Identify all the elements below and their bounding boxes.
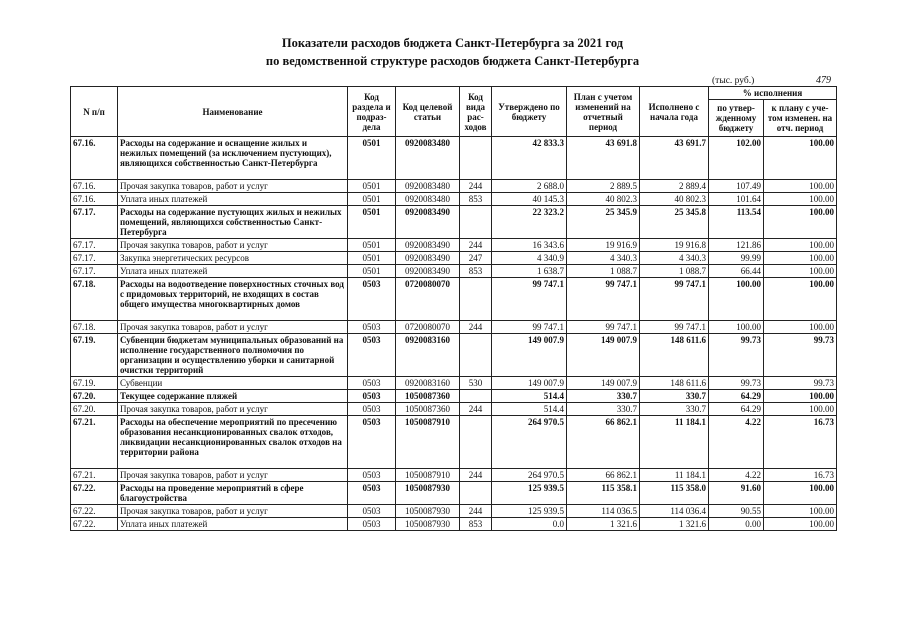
budget-table: [70, 86, 837, 531]
cell-target-code: 0920083490: [396, 206, 460, 239]
cell-name: Закупка энергетических ресурсов: [118, 252, 348, 265]
cell-pct-approved: 101.64: [709, 193, 764, 206]
cell-approved: 99 747.1: [492, 278, 567, 321]
cell-target-code: 0920083480: [396, 193, 460, 206]
cell-name: Расходы на содержание и оснащение жилых и нежилых помещений (за исключением пустующих), являющихся собственностью Санкт-Петербурга: [118, 137, 348, 180]
header-plan: План с учетом изменений на отчетный период: [567, 87, 640, 137]
cell-pct-approved: 0.00: [709, 518, 764, 531]
cell-type-code: [460, 278, 492, 321]
cell-pct-approved: 107.49: [709, 180, 764, 193]
cell-target-code: 0920083480: [396, 137, 460, 180]
cell-type-code: 247: [460, 252, 492, 265]
cell-type-code: [460, 206, 492, 239]
cell-type-code: 244: [460, 403, 492, 416]
cell-approved: 42 833.3: [492, 137, 567, 180]
cell-pct-approved: 99.99: [709, 252, 764, 265]
cell-executed: 99 747.1: [640, 278, 709, 321]
cell-target-code: 1050087360: [396, 403, 460, 416]
cell-type-code: 244: [460, 469, 492, 482]
cell-pct-plan: 100.00: [764, 265, 837, 278]
header-type-code: Код вида рас-ходов: [460, 87, 492, 137]
cell-pct-plan: 100.00: [764, 403, 837, 416]
cell-plan: 2 889.5: [567, 180, 640, 193]
table-row: [71, 137, 837, 180]
cell-section-code: 0501: [348, 180, 396, 193]
cell-type-code: 244: [460, 321, 492, 334]
cell-approved: 99 747.1: [492, 321, 567, 334]
header-pct-approved: по утвер-жденному бюджету: [709, 100, 764, 137]
cell-section-code: 0503: [348, 278, 396, 321]
cell-target-code: 1050087930: [396, 518, 460, 531]
cell-plan: 149 007.9: [567, 334, 640, 377]
cell-section-code: 0501: [348, 137, 396, 180]
cell-pct-plan: 100.00: [764, 518, 837, 531]
cell-approved: 264 970.5: [492, 416, 567, 469]
table-row: [71, 252, 837, 265]
table-row: [71, 403, 837, 416]
header-executed: Исполнено с начала года: [640, 87, 709, 137]
cell-section-code: 0501: [348, 206, 396, 239]
cell-type-code: 530: [460, 377, 492, 390]
table-row: [71, 416, 837, 469]
cell-executed: 4 340.3: [640, 252, 709, 265]
cell-target-code: 1050087930: [396, 482, 460, 505]
cell-pct-approved: 4.22: [709, 416, 764, 469]
cell-section-code: 0503: [348, 334, 396, 377]
cell-name: Расходы на водоотведение поверхностных сточных вод с придомовых территорий, не входящих в состав общего имущества многоквартирных домов: [118, 278, 348, 321]
cell-section-code: 0503: [348, 321, 396, 334]
cell-plan: 66 862.1: [567, 416, 640, 469]
cell-pct-approved: 91.60: [709, 482, 764, 505]
cell-pct-approved: 102.00: [709, 137, 764, 180]
cell-approved: 264 970.5: [492, 469, 567, 482]
units-label: (тыс. руб.): [712, 76, 755, 86]
cell-target-code: 0920083160: [396, 377, 460, 390]
cell-name: Расходы на обеспечение мероприятий по пресечению образования несанкционированных свалок отходов, ликвидации несанкционированных свалок отходов на территории района: [118, 416, 348, 469]
cell-num: 67.20.: [71, 390, 118, 403]
table-row: [71, 469, 837, 482]
cell-name: Текущее содержание пляжей: [118, 390, 348, 403]
cell-plan: 330.7: [567, 390, 640, 403]
cell-name: Уплата иных платежей: [118, 265, 348, 278]
cell-section-code: 0503: [348, 505, 396, 518]
cell-name: Уплата иных платежей: [118, 518, 348, 531]
header-name: Наименование: [118, 87, 348, 137]
cell-executed: 330.7: [640, 403, 709, 416]
cell-approved: 2 688.0: [492, 180, 567, 193]
cell-type-code: [460, 137, 492, 180]
cell-name: Прочая закупка товаров, работ и услуг: [118, 505, 348, 518]
cell-target-code: 1050087360: [396, 390, 460, 403]
cell-pct-plan: 100.00: [764, 505, 837, 518]
cell-approved: 125 939.5: [492, 505, 567, 518]
cell-name: Прочая закупка товаров, работ и услуг: [118, 469, 348, 482]
cell-approved: 149 007.9: [492, 334, 567, 377]
cell-num: 67.16.: [71, 180, 118, 193]
cell-executed: 1 321.6: [640, 518, 709, 531]
cell-plan: 99 747.1: [567, 321, 640, 334]
cell-num: 67.18.: [71, 278, 118, 321]
cell-target-code: 0920083490: [396, 239, 460, 252]
table-row: [71, 180, 837, 193]
cell-plan: 4 340.3: [567, 252, 640, 265]
cell-pct-plan: 100.00: [764, 390, 837, 403]
cell-type-code: [460, 416, 492, 469]
cell-pct-approved: 90.55: [709, 505, 764, 518]
cell-type-code: [460, 482, 492, 505]
table-row: [71, 193, 837, 206]
cell-pct-approved: 64.29: [709, 390, 764, 403]
cell-num: 67.22.: [71, 482, 118, 505]
cell-approved: 16 343.6: [492, 239, 567, 252]
cell-pct-plan: 100.00: [764, 278, 837, 321]
cell-approved: 1 638.7: [492, 265, 567, 278]
cell-type-code: 853: [460, 518, 492, 531]
cell-executed: 11 184.1: [640, 469, 709, 482]
header-pct-plan: к плану с уче-том изменен. на отч. период: [764, 100, 837, 137]
header-percent-group: % исполнения: [709, 87, 837, 100]
cell-approved: 0.0: [492, 518, 567, 531]
cell-section-code: 0503: [348, 518, 396, 531]
cell-approved: 514.4: [492, 403, 567, 416]
cell-plan: 149 007.9: [567, 377, 640, 390]
cell-pct-plan: 16.73: [764, 469, 837, 482]
cell-executed: 25 345.8: [640, 206, 709, 239]
cell-pct-plan: 100.00: [764, 180, 837, 193]
cell-target-code: 1050087910: [396, 416, 460, 469]
cell-executed: 99 747.1: [640, 321, 709, 334]
cell-pct-plan: 99.73: [764, 377, 837, 390]
cell-executed: 115 358.0: [640, 482, 709, 505]
cell-pct-plan: 100.00: [764, 193, 837, 206]
cell-name: Расходы на проведение мероприятий в сфере благоустройства: [118, 482, 348, 505]
cell-plan: 19 916.9: [567, 239, 640, 252]
cell-pct-approved: 113.54: [709, 206, 764, 239]
cell-name: Прочая закупка товаров, работ и услуг: [118, 239, 348, 252]
table-row: [71, 321, 837, 334]
cell-pct-approved: 99.73: [709, 377, 764, 390]
cell-target-code: 1050087910: [396, 469, 460, 482]
header-approved: Утверждено по бюджету: [492, 87, 567, 137]
cell-section-code: 0501: [348, 252, 396, 265]
cell-pct-approved: 100.00: [709, 321, 764, 334]
cell-type-code: 244: [460, 180, 492, 193]
cell-num: 67.22.: [71, 505, 118, 518]
cell-pct-plan: 100.00: [764, 252, 837, 265]
header-num: N п/п: [71, 87, 118, 137]
header-target-code: Код целевой статьи: [396, 87, 460, 137]
table-row: [71, 482, 837, 505]
cell-target-code: 0720080070: [396, 278, 460, 321]
cell-pct-plan: 100.00: [764, 482, 837, 505]
cell-pct-approved: 100.00: [709, 278, 764, 321]
table-row: [71, 505, 837, 518]
table-row: [71, 239, 837, 252]
cell-pct-approved: 4.22: [709, 469, 764, 482]
cell-num: 67.17.: [71, 239, 118, 252]
cell-approved: 40 145.3: [492, 193, 567, 206]
header-section-code: Код раздела и подраз-дела: [348, 87, 396, 137]
cell-section-code: 0503: [348, 416, 396, 469]
cell-target-code: 1050087930: [396, 505, 460, 518]
cell-name: Субвенции бюджетам муниципальных образований на исполнение государственного полномочия по организации и осуществлению уборки и санитарной очистки территорий: [118, 334, 348, 377]
cell-approved: 149 007.9: [492, 377, 567, 390]
cell-executed: 148 611.6: [640, 334, 709, 377]
cell-name: Прочая закупка товаров, работ и услуг: [118, 403, 348, 416]
cell-pct-plan: 100.00: [764, 239, 837, 252]
cell-pct-approved: 99.73: [709, 334, 764, 377]
cell-num: 67.17.: [71, 252, 118, 265]
cell-executed: 2 889.4: [640, 180, 709, 193]
cell-target-code: 0920083160: [396, 334, 460, 377]
cell-num: 67.19.: [71, 334, 118, 377]
cell-type-code: [460, 390, 492, 403]
cell-executed: 19 916.8: [640, 239, 709, 252]
cell-name: Прочая закупка товаров, работ и услуг: [118, 321, 348, 334]
cell-num: 67.16.: [71, 137, 118, 180]
cell-num: 67.19.: [71, 377, 118, 390]
cell-num: 67.17.: [71, 206, 118, 239]
cell-executed: 114 036.4: [640, 505, 709, 518]
cell-num: 67.21.: [71, 416, 118, 469]
cell-name: Расходы на содержание пустующих жилых и нежилых помещений, являющихся собственностью Санкт-Петербурга: [118, 206, 348, 239]
cell-pct-approved: 121.86: [709, 239, 764, 252]
cell-section-code: 0501: [348, 193, 396, 206]
cell-name: Уплата иных платежей: [118, 193, 348, 206]
cell-type-code: 853: [460, 265, 492, 278]
cell-executed: 330.7: [640, 390, 709, 403]
cell-type-code: [460, 334, 492, 377]
cell-section-code: 0503: [348, 482, 396, 505]
table-row: [71, 278, 837, 321]
table-body: [71, 137, 837, 531]
table-row: [71, 334, 837, 377]
page-number: 479: [816, 75, 831, 86]
cell-name: Субвенции: [118, 377, 348, 390]
cell-plan: 1 088.7: [567, 265, 640, 278]
table-row: [71, 390, 837, 403]
cell-num: 67.18.: [71, 321, 118, 334]
cell-num: 67.16.: [71, 193, 118, 206]
cell-num: 67.22.: [71, 518, 118, 531]
cell-target-code: 0720080070: [396, 321, 460, 334]
table-row: [71, 265, 837, 278]
cell-plan: 330.7: [567, 403, 640, 416]
cell-pct-plan: 100.00: [764, 206, 837, 239]
cell-pct-plan: 100.00: [764, 321, 837, 334]
cell-plan: 66 862.1: [567, 469, 640, 482]
cell-approved: 4 340.9: [492, 252, 567, 265]
cell-section-code: 0503: [348, 469, 396, 482]
cell-approved: 22 323.2: [492, 206, 567, 239]
cell-plan: 25 345.9: [567, 206, 640, 239]
cell-pct-approved: 64.29: [709, 403, 764, 416]
cell-section-code: 0501: [348, 265, 396, 278]
cell-plan: 40 802.3: [567, 193, 640, 206]
cell-target-code: 0920083490: [396, 252, 460, 265]
cell-approved: 514.4: [492, 390, 567, 403]
cell-name: Прочая закупка товаров, работ и услуг: [118, 180, 348, 193]
table-row: [71, 206, 837, 239]
cell-num: 67.17.: [71, 265, 118, 278]
cell-target-code: 0920083490: [396, 265, 460, 278]
cell-type-code: 244: [460, 505, 492, 518]
cell-executed: 43 691.7: [640, 137, 709, 180]
cell-plan: 114 036.5: [567, 505, 640, 518]
cell-approved: 125 939.5: [492, 482, 567, 505]
report-subtitle: по ведомственной структуре расходов бюджета Санкт-Петербурга: [265, 54, 640, 68]
cell-section-code: 0503: [348, 390, 396, 403]
cell-section-code: 0503: [348, 377, 396, 390]
cell-executed: 148 611.6: [640, 377, 709, 390]
cell-pct-approved: 66.44: [709, 265, 764, 278]
cell-executed: 40 802.3: [640, 193, 709, 206]
cell-pct-plan: 100.00: [764, 137, 837, 180]
table-row: [71, 518, 837, 531]
report-title: Показатели расходов бюджета Санкт-Петербурга за 2021 год: [281, 36, 624, 50]
cell-executed: 1 088.7: [640, 265, 709, 278]
cell-plan: 43 691.8: [567, 137, 640, 180]
cell-pct-plan: 16.73: [764, 416, 837, 469]
cell-section-code: 0501: [348, 239, 396, 252]
cell-type-code: 244: [460, 239, 492, 252]
cell-num: 67.21.: [71, 469, 118, 482]
cell-target-code: 0920083480: [396, 180, 460, 193]
cell-num: 67.20.: [71, 403, 118, 416]
cell-pct-plan: 99.73: [764, 334, 837, 377]
cell-plan: 115 358.1: [567, 482, 640, 505]
cell-executed: 11 184.1: [640, 416, 709, 469]
cell-plan: 1 321.6: [567, 518, 640, 531]
table-row: [71, 377, 837, 390]
cell-section-code: 0503: [348, 403, 396, 416]
cell-type-code: 853: [460, 193, 492, 206]
cell-plan: 99 747.1: [567, 278, 640, 321]
